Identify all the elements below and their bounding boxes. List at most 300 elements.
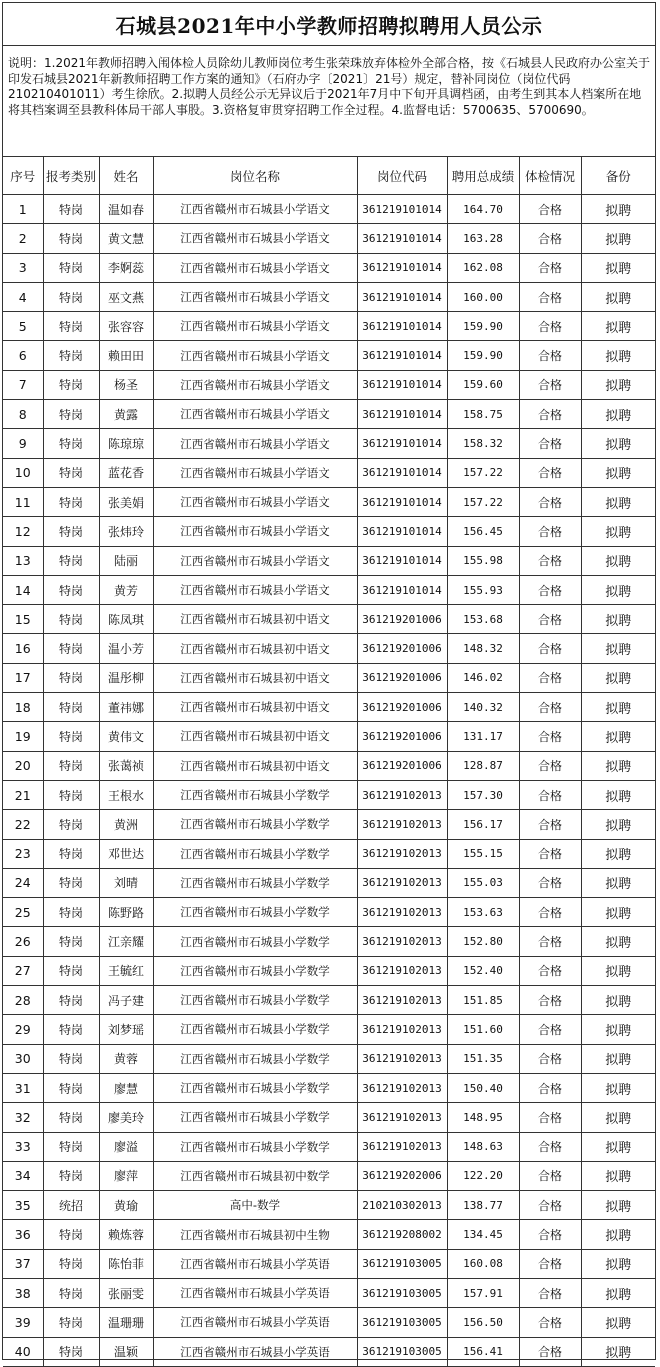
table-row bbox=[3, 868, 655, 897]
cell-score: 156.17 bbox=[447, 810, 519, 839]
cell-health: 合格 bbox=[519, 1161, 581, 1190]
cell-category: 特岗 bbox=[43, 282, 99, 311]
cell-code: 361219201006 bbox=[357, 722, 447, 751]
cell-category: 特岗 bbox=[43, 693, 99, 722]
cell-position: 江西省赣州市石城县小学语文 bbox=[153, 282, 357, 311]
table-row bbox=[3, 429, 655, 458]
cell-seq: 1 bbox=[3, 195, 43, 224]
cell-health: 合格 bbox=[519, 986, 581, 1015]
table-row bbox=[3, 986, 655, 1015]
cell-name: 张丽雯 bbox=[99, 1278, 153, 1307]
cell-score: 163.28 bbox=[447, 224, 519, 253]
cell-position: 江西省赣州市石城县小学英语 bbox=[153, 1337, 357, 1366]
table-row bbox=[3, 575, 655, 604]
cell-note: 拟聘 bbox=[581, 195, 655, 224]
cell-score: 162.08 bbox=[447, 253, 519, 282]
cell-code: 361219201006 bbox=[357, 634, 447, 663]
cell-category: 特岗 bbox=[43, 927, 99, 956]
cell-position: 江西省赣州市石城县小学英语 bbox=[153, 1308, 357, 1337]
cell-code: 210210302013 bbox=[357, 1191, 447, 1220]
cell-health: 合格 bbox=[519, 751, 581, 780]
cell-note: 拟聘 bbox=[581, 634, 655, 663]
cell-health: 合格 bbox=[519, 1044, 581, 1073]
cell-score: 140.32 bbox=[447, 693, 519, 722]
table-row bbox=[3, 839, 655, 868]
cell-code: 361219101014 bbox=[357, 429, 447, 458]
cell-health: 合格 bbox=[519, 1249, 581, 1278]
cell-name: 张美娟 bbox=[99, 487, 153, 516]
cell-seq: 31 bbox=[3, 1073, 43, 1102]
cell-note: 拟聘 bbox=[581, 517, 655, 546]
cell-score: 146.02 bbox=[447, 663, 519, 692]
cell-seq: 33 bbox=[3, 1132, 43, 1161]
cell-position: 江西省赣州市石城县初中数学 bbox=[153, 1161, 357, 1190]
cell-name: 温小芳 bbox=[99, 634, 153, 663]
table-row bbox=[3, 253, 655, 282]
cell-category: 特岗 bbox=[43, 1015, 99, 1044]
cell-code: 361219102013 bbox=[357, 1044, 447, 1073]
cell-note: 拟聘 bbox=[581, 1044, 655, 1073]
cell-position: 江西省赣州市石城县小学数学 bbox=[153, 839, 357, 868]
cell-score: 156.50 bbox=[447, 1308, 519, 1337]
cell-health: 合格 bbox=[519, 224, 581, 253]
cell-name: 廖慧 bbox=[99, 1073, 153, 1102]
cell-seq: 16 bbox=[3, 634, 43, 663]
cell-seq: 2 bbox=[3, 224, 43, 253]
cell-note: 拟聘 bbox=[581, 575, 655, 604]
cell-name: 廖萍 bbox=[99, 1161, 153, 1190]
cell-name: 王根水 bbox=[99, 780, 153, 809]
cell-position: 江西省赣州市石城县小学数学 bbox=[153, 1073, 357, 1102]
cell-seq: 19 bbox=[3, 722, 43, 751]
cell-position: 江西省赣州市石城县小学语文 bbox=[153, 517, 357, 546]
cell-category: 统招 bbox=[43, 1191, 99, 1220]
cell-score: 158.32 bbox=[447, 429, 519, 458]
cell-name: 赖田田 bbox=[99, 341, 153, 370]
cell-category: 特岗 bbox=[43, 487, 99, 516]
header-health: 体检情况 bbox=[519, 157, 581, 195]
cell-note: 拟聘 bbox=[581, 898, 655, 927]
cell-health: 合格 bbox=[519, 1220, 581, 1249]
cell-code: 361219201006 bbox=[357, 605, 447, 634]
cell-position: 江西省赣州市石城县小学语文 bbox=[153, 546, 357, 575]
cell-name: 陈怡菲 bbox=[99, 1249, 153, 1278]
hire-table bbox=[3, 157, 655, 1367]
cell-position: 江西省赣州市石城县小学数学 bbox=[153, 780, 357, 809]
cell-category: 特岗 bbox=[43, 1278, 99, 1307]
cell-health: 合格 bbox=[519, 429, 581, 458]
cell-health: 合格 bbox=[519, 839, 581, 868]
cell-score: 155.98 bbox=[447, 546, 519, 575]
cell-note: 拟聘 bbox=[581, 1337, 655, 1366]
cell-category: 特岗 bbox=[43, 370, 99, 399]
cell-health: 合格 bbox=[519, 780, 581, 809]
cell-seq: 6 bbox=[3, 341, 43, 370]
table-row bbox=[3, 898, 655, 927]
table-row bbox=[3, 400, 655, 429]
cell-note: 拟聘 bbox=[581, 312, 655, 341]
cell-seq: 32 bbox=[3, 1103, 43, 1132]
cell-seq: 8 bbox=[3, 400, 43, 429]
header-note: 备份 bbox=[581, 157, 655, 195]
cell-code: 361219102013 bbox=[357, 986, 447, 1015]
cell-score: 131.17 bbox=[447, 722, 519, 751]
cell-position: 江西省赣州市石城县小学数学 bbox=[153, 898, 357, 927]
cell-seq: 28 bbox=[3, 986, 43, 1015]
cell-position: 江西省赣州市石城县小学数学 bbox=[153, 868, 357, 897]
cell-score: 150.40 bbox=[447, 1073, 519, 1102]
cell-position: 高中-数学 bbox=[153, 1191, 357, 1220]
cell-score: 157.22 bbox=[447, 487, 519, 516]
cell-category: 特岗 bbox=[43, 517, 99, 546]
cell-name: 李婀蕊 bbox=[99, 253, 153, 282]
cell-name: 王毓红 bbox=[99, 956, 153, 985]
cell-position: 江西省赣州市石城县小学数学 bbox=[153, 810, 357, 839]
cell-seq: 9 bbox=[3, 429, 43, 458]
cell-health: 合格 bbox=[519, 1191, 581, 1220]
cell-score: 134.45 bbox=[447, 1220, 519, 1249]
cell-score: 151.60 bbox=[447, 1015, 519, 1044]
table-row bbox=[3, 546, 655, 575]
cell-seq: 12 bbox=[3, 517, 43, 546]
cell-category: 特岗 bbox=[43, 253, 99, 282]
cell-seq: 39 bbox=[3, 1308, 43, 1337]
header-code: 岗位代码 bbox=[357, 157, 447, 195]
cell-score: 153.63 bbox=[447, 898, 519, 927]
cell-code: 361219201006 bbox=[357, 693, 447, 722]
notice-text: 说明：1.2021年教师招聘入闱体检人员除幼儿教师岗位考生张荣珠放弃体检外全部合格，按《石城县人民政府办公室关于印发石城县2021年新教师招聘工作方案的通知》（石府办字〔2021〕21号）规定，替补同岗位（岗位代码210210401011）考生徐欣。2.拟聘人员经公示无异议后于2021年7月中下旬开具调档函，由考生到其本人档案所在地将其档案调至县教科体局干部人事股。3.资格复审贯穿招聘工作全过程。4.监督电话：5700635、5700690。 bbox=[3, 46, 655, 157]
cell-health: 合格 bbox=[519, 898, 581, 927]
cell-name: 温珊珊 bbox=[99, 1308, 153, 1337]
cell-name: 江亲耀 bbox=[99, 927, 153, 956]
cell-seq: 40 bbox=[3, 1337, 43, 1366]
cell-seq: 10 bbox=[3, 458, 43, 487]
cell-health: 合格 bbox=[519, 575, 581, 604]
cell-category: 特岗 bbox=[43, 1044, 99, 1073]
table-row bbox=[3, 1191, 655, 1220]
cell-seq: 25 bbox=[3, 898, 43, 927]
table-row bbox=[3, 224, 655, 253]
cell-name: 廖美玲 bbox=[99, 1103, 153, 1132]
cell-seq: 26 bbox=[3, 927, 43, 956]
cell-name: 陈凤琪 bbox=[99, 605, 153, 634]
header-score: 聘用总成绩 bbox=[447, 157, 519, 195]
cell-note: 拟聘 bbox=[581, 400, 655, 429]
table-row bbox=[3, 927, 655, 956]
cell-category: 特岗 bbox=[43, 429, 99, 458]
cell-category: 特岗 bbox=[43, 780, 99, 809]
cell-name: 刘梦瑶 bbox=[99, 1015, 153, 1044]
cell-health: 合格 bbox=[519, 195, 581, 224]
cell-code: 361219101014 bbox=[357, 195, 447, 224]
cell-position: 江西省赣州市石城县初中生物 bbox=[153, 1220, 357, 1249]
cell-name: 杨圣 bbox=[99, 370, 153, 399]
cell-code: 361219101014 bbox=[357, 487, 447, 516]
cell-health: 合格 bbox=[519, 282, 581, 311]
cell-category: 特岗 bbox=[43, 839, 99, 868]
cell-position: 江西省赣州市石城县小学语文 bbox=[153, 487, 357, 516]
table-row bbox=[3, 195, 655, 224]
table-row bbox=[3, 1308, 655, 1337]
table-row bbox=[3, 810, 655, 839]
cell-note: 拟聘 bbox=[581, 663, 655, 692]
cell-category: 特岗 bbox=[43, 341, 99, 370]
table-header-row bbox=[3, 157, 655, 195]
cell-code: 361219102013 bbox=[357, 1015, 447, 1044]
cell-seq: 23 bbox=[3, 839, 43, 868]
cell-score: 160.00 bbox=[447, 282, 519, 311]
cell-health: 合格 bbox=[519, 868, 581, 897]
cell-note: 拟聘 bbox=[581, 605, 655, 634]
cell-position: 江西省赣州市石城县初中语文 bbox=[153, 634, 357, 663]
cell-health: 合格 bbox=[519, 341, 581, 370]
cell-position: 江西省赣州市石城县小学数学 bbox=[153, 1044, 357, 1073]
cell-seq: 17 bbox=[3, 663, 43, 692]
cell-name: 巫文燕 bbox=[99, 282, 153, 311]
cell-name: 陈野路 bbox=[99, 898, 153, 927]
cell-category: 特岗 bbox=[43, 634, 99, 663]
cell-code: 361219101014 bbox=[357, 312, 447, 341]
cell-name: 刘晴 bbox=[99, 868, 153, 897]
table-row bbox=[3, 693, 655, 722]
cell-score: 158.75 bbox=[447, 400, 519, 429]
cell-health: 合格 bbox=[519, 400, 581, 429]
cell-note: 拟聘 bbox=[581, 1220, 655, 1249]
header-category: 报考类别 bbox=[43, 157, 99, 195]
cell-score: 151.85 bbox=[447, 986, 519, 1015]
cell-seq: 18 bbox=[3, 693, 43, 722]
table-row bbox=[3, 312, 655, 341]
cell-name: 黄蓉 bbox=[99, 1044, 153, 1073]
table-body bbox=[3, 195, 655, 1367]
cell-seq: 11 bbox=[3, 487, 43, 516]
cell-category: 特岗 bbox=[43, 663, 99, 692]
cell-code: 361219101014 bbox=[357, 282, 447, 311]
cell-health: 合格 bbox=[519, 810, 581, 839]
cell-code: 361219102013 bbox=[357, 927, 447, 956]
cell-name: 张容容 bbox=[99, 312, 153, 341]
cell-health: 合格 bbox=[519, 253, 581, 282]
cell-seq: 38 bbox=[3, 1278, 43, 1307]
cell-code: 361219208002 bbox=[357, 1220, 447, 1249]
table-row bbox=[3, 1278, 655, 1307]
cell-category: 特岗 bbox=[43, 956, 99, 985]
cell-code: 361219102013 bbox=[357, 898, 447, 927]
cell-name: 温如春 bbox=[99, 195, 153, 224]
cell-code: 361219102013 bbox=[357, 956, 447, 985]
table-row bbox=[3, 956, 655, 985]
cell-name: 黄瑜 bbox=[99, 1191, 153, 1220]
cell-code: 361219101014 bbox=[357, 253, 447, 282]
cell-note: 拟聘 bbox=[581, 1278, 655, 1307]
cell-category: 特岗 bbox=[43, 458, 99, 487]
cell-note: 拟聘 bbox=[581, 1308, 655, 1337]
cell-seq: 35 bbox=[3, 1191, 43, 1220]
cell-position: 江西省赣州市石城县小学数学 bbox=[153, 986, 357, 1015]
cell-score: 128.87 bbox=[447, 751, 519, 780]
table-row bbox=[3, 517, 655, 546]
cell-score: 155.15 bbox=[447, 839, 519, 868]
table-row bbox=[3, 663, 655, 692]
cell-note: 拟聘 bbox=[581, 986, 655, 1015]
cell-category: 特岗 bbox=[43, 1132, 99, 1161]
cell-health: 合格 bbox=[519, 927, 581, 956]
cell-seq: 34 bbox=[3, 1161, 43, 1190]
cell-code: 361219101014 bbox=[357, 517, 447, 546]
table-row bbox=[3, 751, 655, 780]
cell-code: 361219101014 bbox=[357, 224, 447, 253]
title-row bbox=[3, 3, 655, 46]
cell-score: 148.63 bbox=[447, 1132, 519, 1161]
cell-position: 江西省赣州市石城县初中语文 bbox=[153, 663, 357, 692]
table-row bbox=[3, 634, 655, 663]
cell-score: 157.22 bbox=[447, 458, 519, 487]
cell-health: 合格 bbox=[519, 634, 581, 663]
cell-seq: 15 bbox=[3, 605, 43, 634]
cell-note: 拟聘 bbox=[581, 253, 655, 282]
cell-name: 廖溢 bbox=[99, 1132, 153, 1161]
cell-code: 361219103005 bbox=[357, 1249, 447, 1278]
table-row bbox=[3, 1161, 655, 1190]
cell-note: 拟聘 bbox=[581, 780, 655, 809]
cell-score: 159.90 bbox=[447, 341, 519, 370]
cell-category: 特岗 bbox=[43, 1073, 99, 1102]
cell-note: 拟聘 bbox=[581, 839, 655, 868]
cell-note: 拟聘 bbox=[581, 1161, 655, 1190]
cell-note: 拟聘 bbox=[581, 546, 655, 575]
cell-note: 拟聘 bbox=[581, 1103, 655, 1132]
cell-seq: 20 bbox=[3, 751, 43, 780]
cell-position: 江西省赣州市石城县小学语文 bbox=[153, 341, 357, 370]
cell-name: 黄芳 bbox=[99, 575, 153, 604]
cell-name: 张蔼祯 bbox=[99, 751, 153, 780]
cell-code: 361219102013 bbox=[357, 780, 447, 809]
cell-health: 合格 bbox=[519, 1132, 581, 1161]
cell-health: 合格 bbox=[519, 1278, 581, 1307]
cell-name: 冯子建 bbox=[99, 986, 153, 1015]
cell-seq: 24 bbox=[3, 868, 43, 897]
cell-seq: 3 bbox=[3, 253, 43, 282]
cell-name: 温彤柳 bbox=[99, 663, 153, 692]
cell-score: 153.68 bbox=[447, 605, 519, 634]
cell-health: 合格 bbox=[519, 1073, 581, 1102]
cell-code: 361219101014 bbox=[357, 575, 447, 604]
cell-code: 361219103005 bbox=[357, 1337, 447, 1366]
notice-document bbox=[2, 2, 656, 1360]
cell-code: 361219101014 bbox=[357, 458, 447, 487]
cell-category: 特岗 bbox=[43, 400, 99, 429]
cell-score: 159.90 bbox=[447, 312, 519, 341]
cell-name: 陈琼琼 bbox=[99, 429, 153, 458]
cell-position: 江西省赣州市石城县初中语文 bbox=[153, 751, 357, 780]
cell-seq: 36 bbox=[3, 1220, 43, 1249]
cell-position: 江西省赣州市石城县小学语文 bbox=[153, 575, 357, 604]
cell-position: 江西省赣州市石城县小学语文 bbox=[153, 224, 357, 253]
cell-name: 黄露 bbox=[99, 400, 153, 429]
cell-position: 江西省赣州市石城县小学语文 bbox=[153, 458, 357, 487]
cell-score: 138.77 bbox=[447, 1191, 519, 1220]
cell-seq: 29 bbox=[3, 1015, 43, 1044]
cell-score: 122.20 bbox=[447, 1161, 519, 1190]
cell-position: 江西省赣州市石城县小学语文 bbox=[153, 312, 357, 341]
table-row bbox=[3, 1073, 655, 1102]
cell-category: 特岗 bbox=[43, 546, 99, 575]
cell-seq: 5 bbox=[3, 312, 43, 341]
cell-score: 155.03 bbox=[447, 868, 519, 897]
cell-category: 特岗 bbox=[43, 868, 99, 897]
cell-note: 拟聘 bbox=[581, 956, 655, 985]
cell-note: 拟聘 bbox=[581, 868, 655, 897]
table-row bbox=[3, 1132, 655, 1161]
cell-note: 拟聘 bbox=[581, 1073, 655, 1102]
header-seq: 序号 bbox=[3, 157, 43, 195]
cell-note: 拟聘 bbox=[581, 487, 655, 516]
cell-code: 361219201006 bbox=[357, 663, 447, 692]
cell-health: 合格 bbox=[519, 1308, 581, 1337]
cell-code: 361219101014 bbox=[357, 370, 447, 399]
cell-score: 156.41 bbox=[447, 1337, 519, 1366]
table-row bbox=[3, 1220, 655, 1249]
cell-category: 特岗 bbox=[43, 898, 99, 927]
cell-score: 152.80 bbox=[447, 927, 519, 956]
cell-category: 特岗 bbox=[43, 722, 99, 751]
cell-category: 特岗 bbox=[43, 1308, 99, 1337]
cell-position: 江西省赣州市石城县小学语文 bbox=[153, 253, 357, 282]
table-row bbox=[3, 1015, 655, 1044]
cell-name: 董祎娜 bbox=[99, 693, 153, 722]
cell-position: 江西省赣州市石城县小学语文 bbox=[153, 195, 357, 224]
cell-note: 拟聘 bbox=[581, 693, 655, 722]
cell-note: 拟聘 bbox=[581, 282, 655, 311]
cell-name: 黄洲 bbox=[99, 810, 153, 839]
cell-score: 157.91 bbox=[447, 1278, 519, 1307]
table-row bbox=[3, 282, 655, 311]
cell-health: 合格 bbox=[519, 546, 581, 575]
cell-score: 148.95 bbox=[447, 1103, 519, 1132]
cell-seq: 30 bbox=[3, 1044, 43, 1073]
cell-health: 合格 bbox=[519, 693, 581, 722]
page-title: 石城县2021年中小学教师招聘拟聘用人员公示 bbox=[115, 13, 543, 38]
cell-health: 合格 bbox=[519, 663, 581, 692]
cell-health: 合格 bbox=[519, 458, 581, 487]
cell-seq: 22 bbox=[3, 810, 43, 839]
cell-category: 特岗 bbox=[43, 575, 99, 604]
table-row bbox=[3, 341, 655, 370]
cell-name: 陆丽 bbox=[99, 546, 153, 575]
cell-note: 拟聘 bbox=[581, 927, 655, 956]
table-row bbox=[3, 1044, 655, 1073]
cell-code: 361219101014 bbox=[357, 341, 447, 370]
cell-health: 合格 bbox=[519, 517, 581, 546]
table-row bbox=[3, 722, 655, 751]
cell-seq: 21 bbox=[3, 780, 43, 809]
cell-position: 江西省赣州市石城县小学数学 bbox=[153, 1015, 357, 1044]
cell-health: 合格 bbox=[519, 956, 581, 985]
table-row bbox=[3, 370, 655, 399]
table-row bbox=[3, 458, 655, 487]
cell-score: 152.40 bbox=[447, 956, 519, 985]
cell-code: 361219202006 bbox=[357, 1161, 447, 1190]
cell-note: 拟聘 bbox=[581, 810, 655, 839]
cell-note: 拟聘 bbox=[581, 1249, 655, 1278]
cell-category: 特岗 bbox=[43, 1103, 99, 1132]
cell-code: 361219102013 bbox=[357, 1073, 447, 1102]
cell-code: 361219102013 bbox=[357, 1103, 447, 1132]
cell-note: 拟聘 bbox=[581, 1191, 655, 1220]
cell-code: 361219101014 bbox=[357, 546, 447, 575]
table-row bbox=[3, 1103, 655, 1132]
cell-position: 江西省赣州市石城县初中语文 bbox=[153, 693, 357, 722]
